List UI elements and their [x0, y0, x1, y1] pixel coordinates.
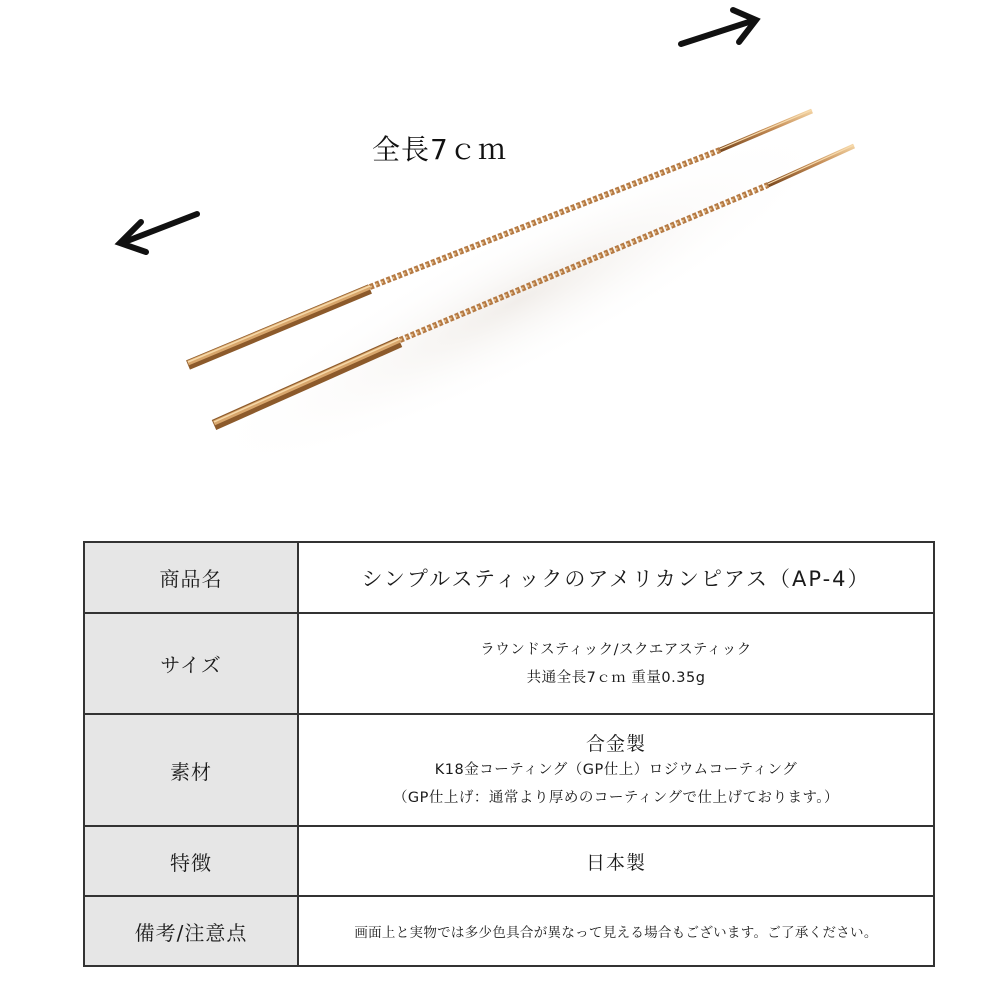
features-value: 日本製: [585, 851, 646, 874]
table-row-material: [84, 714, 934, 826]
notes-label: 備考/注意点: [84, 896, 298, 966]
size-line-2: 共通全長7ｃｍ 重量0.35g: [526, 669, 706, 686]
length-label: 全長7ｃｍ: [372, 133, 507, 166]
features-label: 特徴: [84, 826, 298, 896]
material-line-2: （GP仕上げ：通常より厚めのコーティングで仕上げております。）: [392, 789, 840, 806]
table-row-notes: [84, 896, 934, 966]
size-label: サイズ: [84, 613, 298, 714]
arrow-right-icon: [681, 10, 756, 44]
product-name-value: シンプルスティックのアメリカンピアス（AP-4）: [361, 566, 871, 591]
material-label: 素材: [84, 714, 298, 826]
material-line-1: K18金コーティング（GP仕上）ロジウムコーティング: [434, 761, 798, 778]
size-line-1: ラウンドスティック/スクエアスティック: [480, 641, 752, 658]
product-name-label: 商品名: [84, 542, 298, 613]
table-row-size: [84, 613, 934, 714]
table-row-features: [84, 826, 934, 896]
notes-value: 画面上と実物では多少色具合が異なって見える場合もございます。ご了承ください。: [354, 925, 878, 941]
material-main: 合金製: [585, 732, 646, 755]
soft-shadow: [167, 74, 872, 520]
arrow-left-icon: [120, 214, 197, 252]
spec-table: [83, 541, 935, 967]
table-row-product-name: [84, 542, 934, 613]
